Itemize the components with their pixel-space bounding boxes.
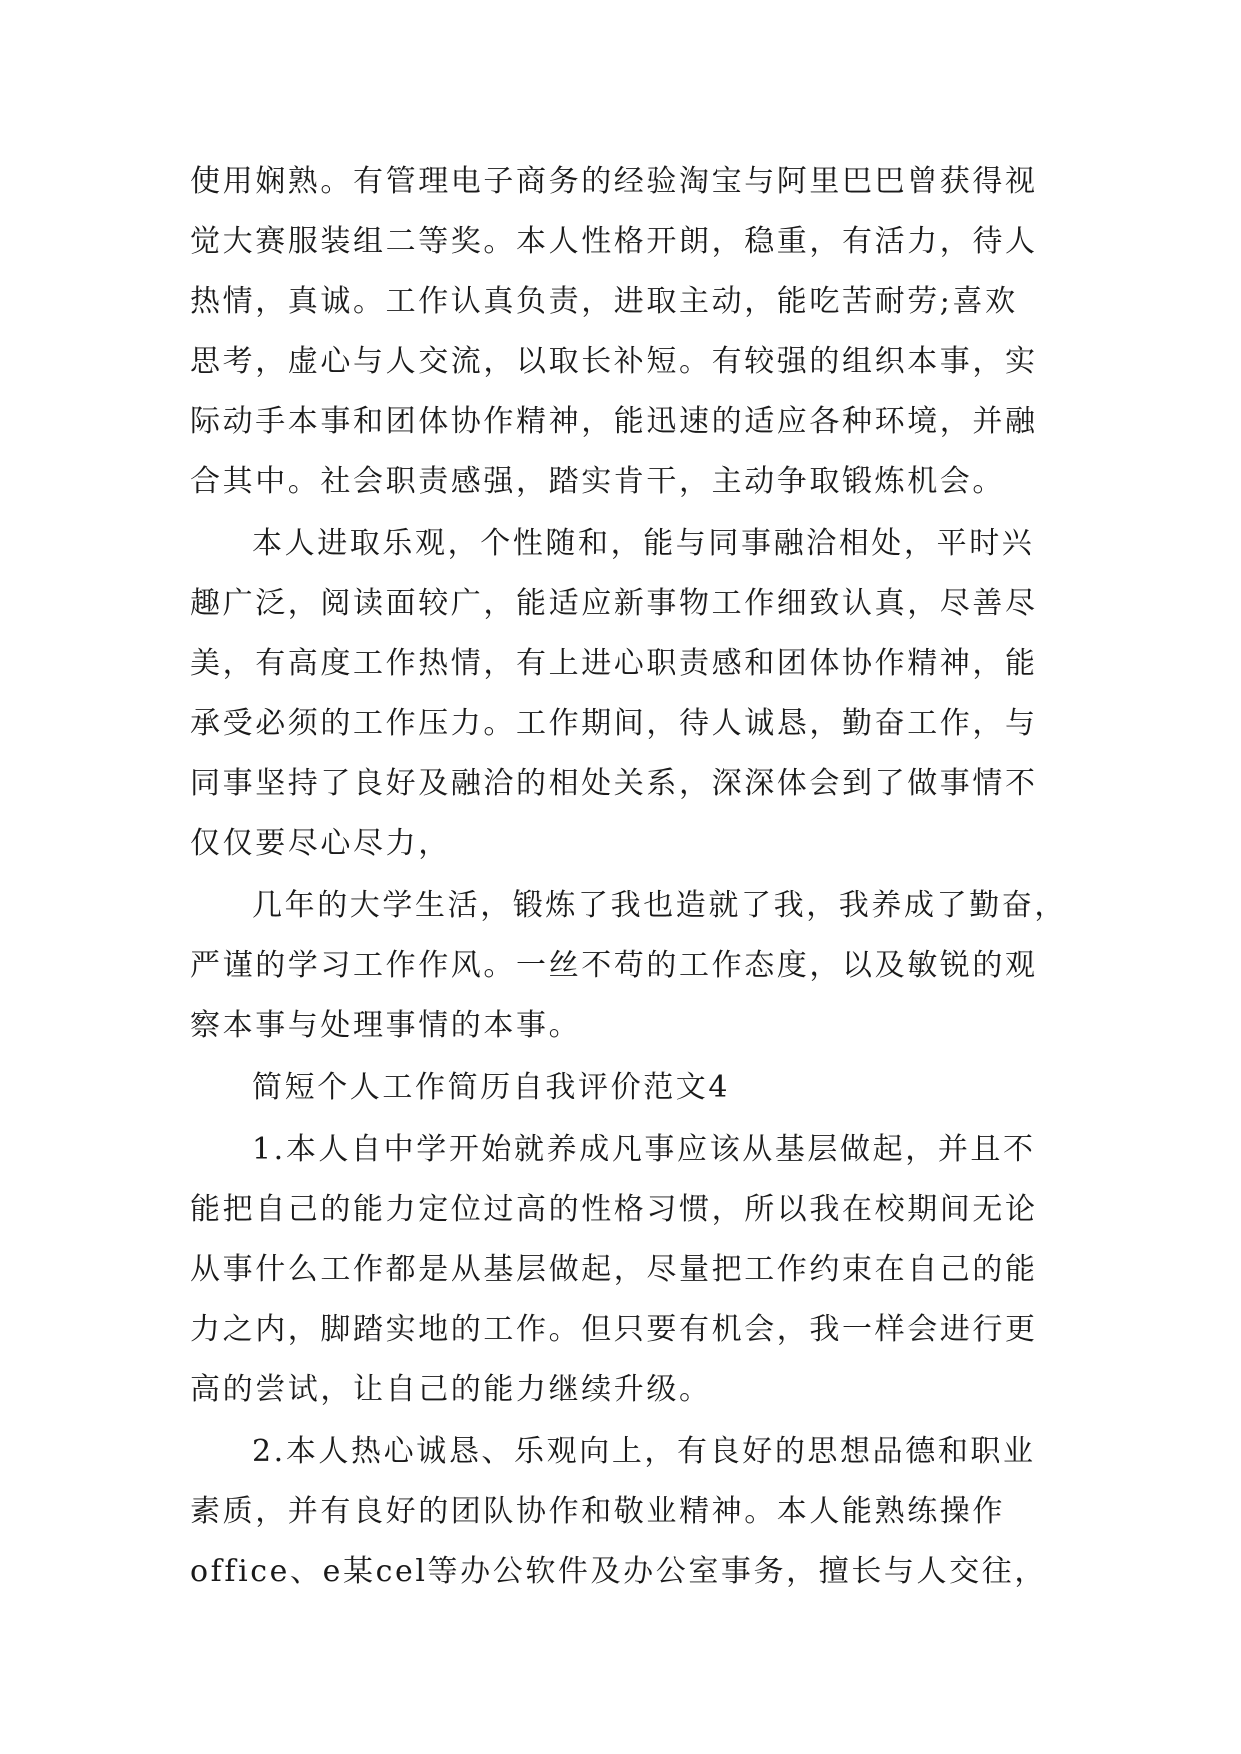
paragraph-first-line: 本人进取乐观，个性随和，能与同事融洽相处，平时兴 <box>252 526 1035 561</box>
paragraph-first-line: 1.本人自中学开始就养成凡事应该从基层做起，并且不 <box>252 1132 1036 1167</box>
body-text-line: 美，有高度工作热情，有上进心职责感和团体协作精神，能 <box>190 646 1038 681</box>
body-text-line: 际动手本事和团体协作精神，能迅速的适应各种环境，并融 <box>190 404 1038 439</box>
body-text-line: 察本事与处理事情的本事。 <box>190 1008 582 1043</box>
body-text-line: 力之内，脚踏实地的工作。但只要有机会，我一样会进行更 <box>190 1312 1038 1347</box>
body-text-line: 使用娴熟。有管理电子商务的经验淘宝与阿里巴巴曾获得视 <box>190 164 1038 199</box>
paragraph-first-line: 几年的大学生活，锻炼了我也造就了我，我养成了勤奋， <box>252 888 1067 923</box>
body-text-line: 觉大赛服装组二等奖。本人性格开朗，稳重，有活力，待人 <box>190 224 1038 259</box>
body-text-line: 从事什么工作都是从基层做起，尽量把工作约束在自己的能 <box>190 1252 1038 1287</box>
body-text-line: 热情，真诚。工作认真负责，进取主动，能吃苦耐劳;喜欢 <box>190 284 1018 319</box>
body-text-line: 承受必须的工作压力。工作期间，待人诚恳，勤奋工作，与 <box>190 706 1038 741</box>
body-text-line: 能把自己的能力定位过高的性格习惯，所以我在校期间无论 <box>190 1192 1038 1227</box>
body-text-line: 高的尝试，让自己的能力继续升级。 <box>190 1372 712 1407</box>
body-text-line: office、e某cel等办公软件及办公室事务，擅长与人交往， <box>190 1554 1047 1589</box>
body-text-line: 同事坚持了良好及融洽的相处关系，深深体会到了做事情不 <box>190 766 1038 801</box>
body-text-line: 素质，并有良好的团队协作和敬业精神。本人能熟练操作 <box>190 1494 1005 1529</box>
section-heading: 简短个人工作简历自我评价范文4 <box>252 1070 731 1105</box>
body-text-line: 严谨的学习工作作风。一丝不苟的工作态度，以及敏锐的观 <box>190 948 1038 983</box>
body-text-line: 趣广泛，阅读面较广，能适应新事物工作细致认真，尽善尽 <box>190 586 1038 621</box>
body-text-line: 思考，虚心与人交流，以取长补短。有较强的组织本事，实 <box>190 344 1038 379</box>
body-text-line: 合其中。社会职责感强，踏实肯干，主动争取锻炼机会。 <box>190 464 1005 499</box>
paragraph-first-line: 2.本人热心诚恳、乐观向上，有良好的思想品德和职业 <box>252 1434 1036 1469</box>
body-text-line: 仅仅要尽心尽力， <box>190 826 451 861</box>
